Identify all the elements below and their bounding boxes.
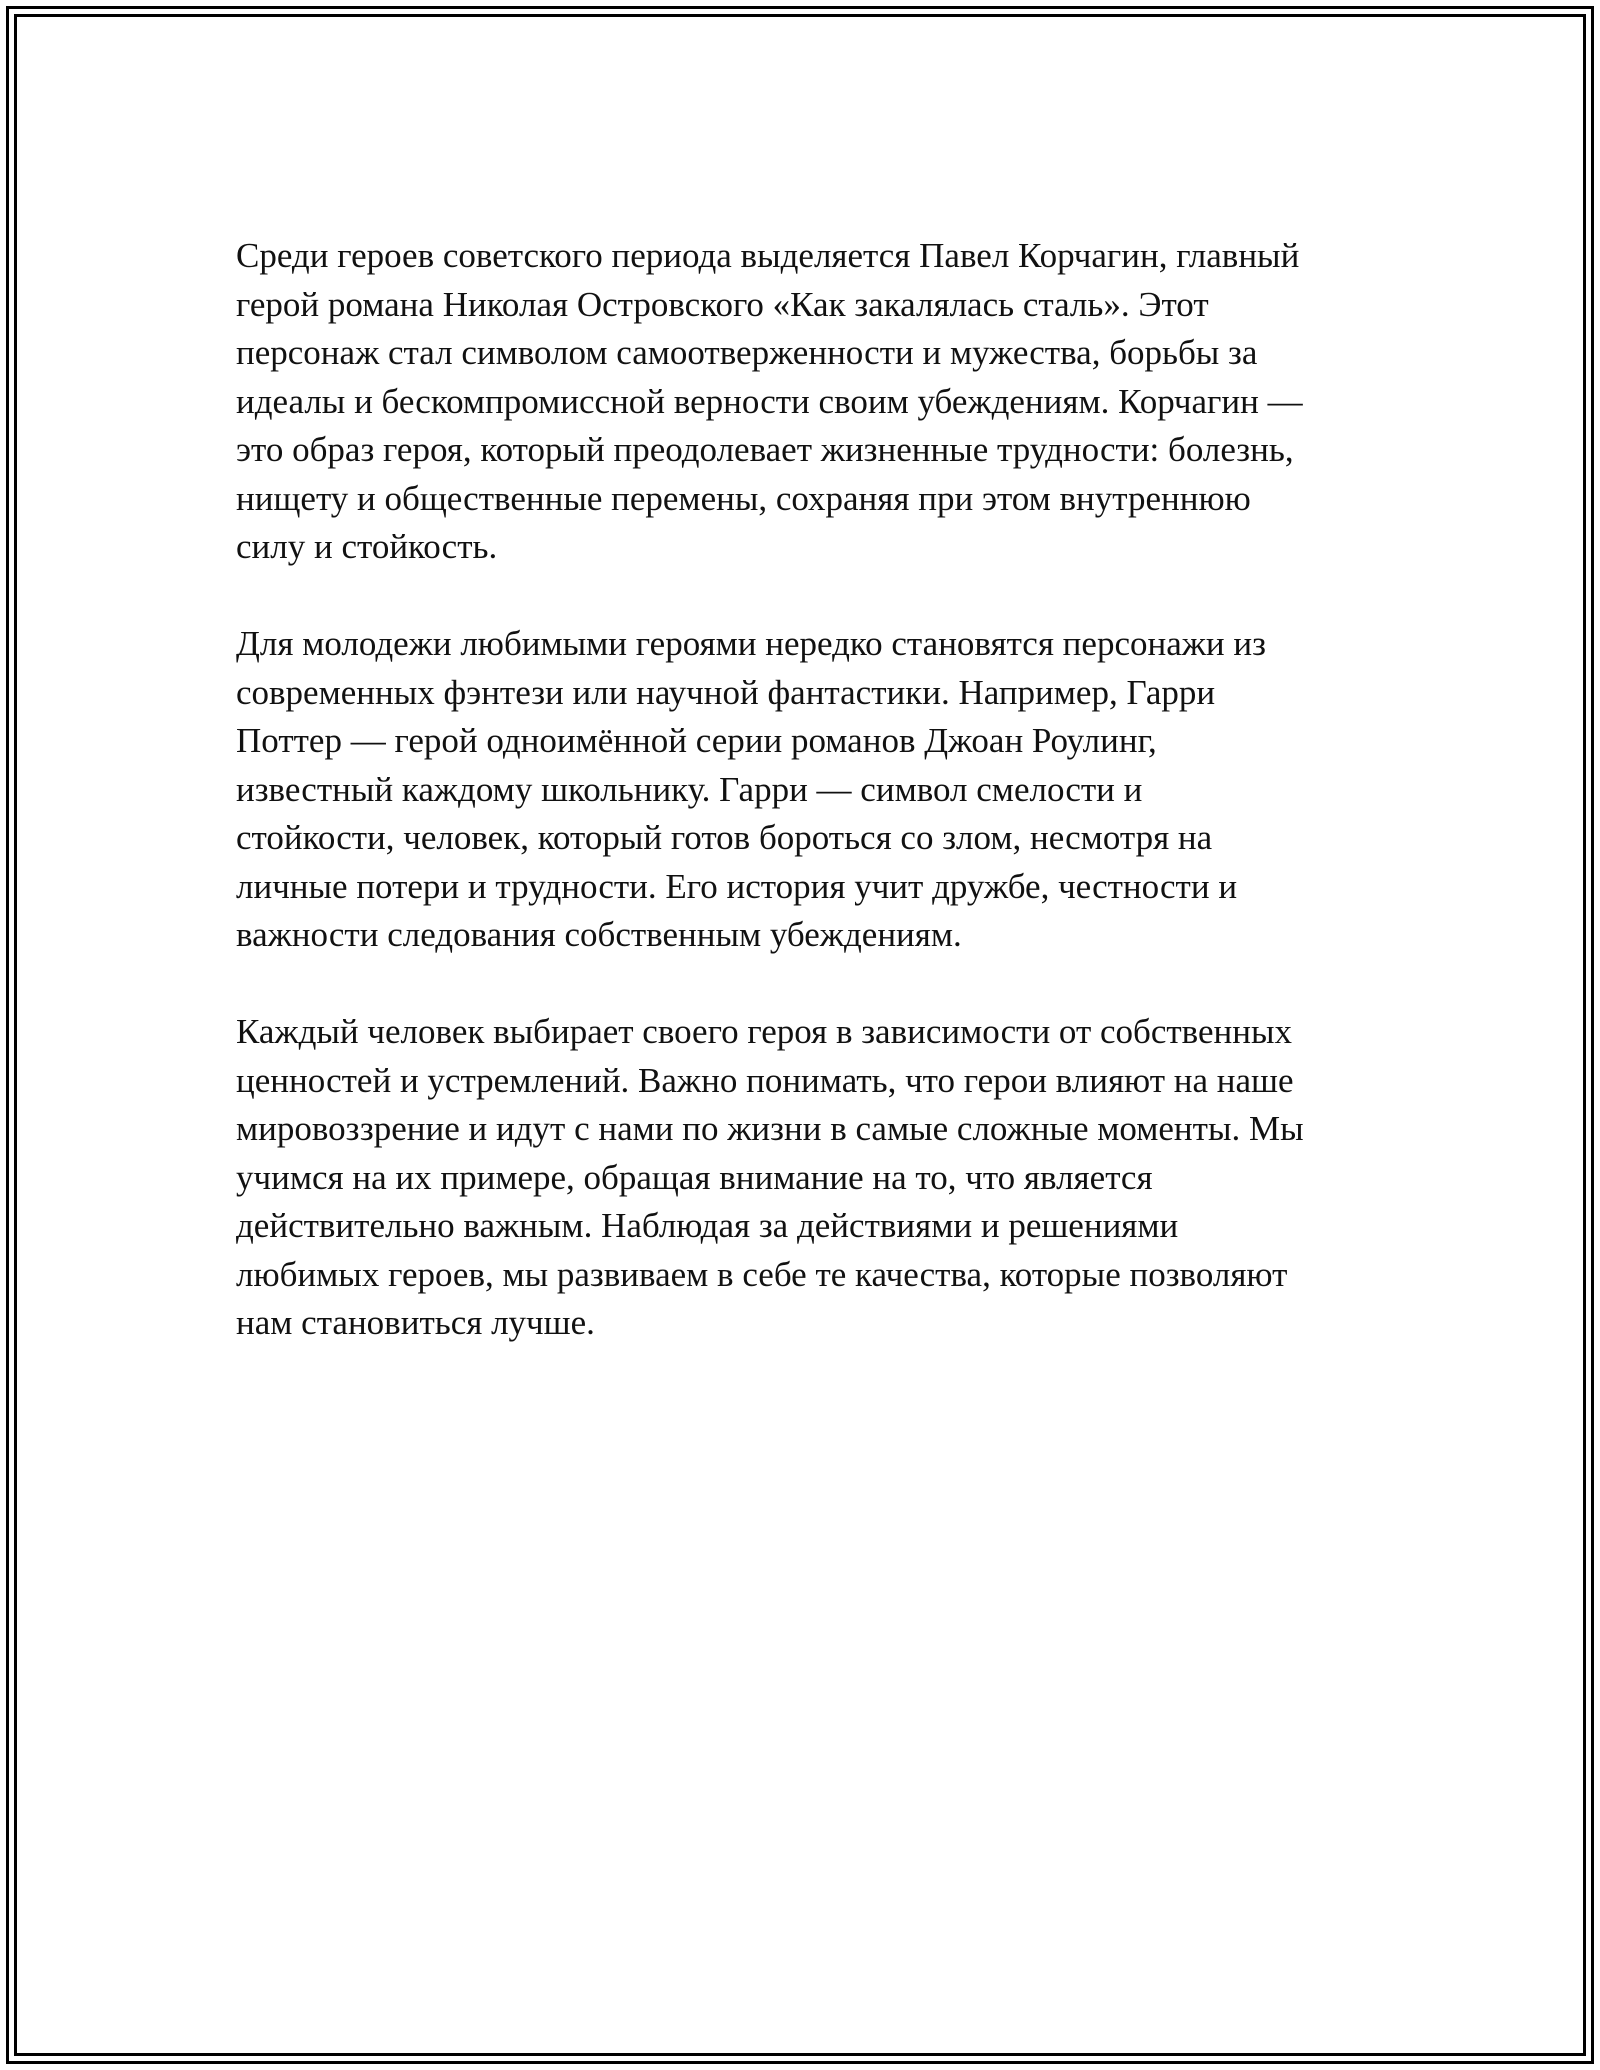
- text-line: известный каждому школьнику. Гарри — символ смелости и: [236, 769, 1143, 809]
- paragraph-3: [236, 1008, 1376, 1348]
- text-line: нам становиться лучше.: [236, 1303, 595, 1342]
- text-line: это образ героя, который преодолевает жизненные трудности: болезнь,: [236, 430, 1294, 469]
- text-line: силу и стойкость.: [236, 527, 498, 566]
- text-line: современных фэнтези или научной фантастики. Например, Гарри: [236, 672, 1216, 712]
- text-line: важности следования собственным убеждениям.: [236, 915, 962, 954]
- text-line: нищету и общественные перемены, сохраняя при этом внутреннюю: [236, 478, 1251, 518]
- paragraph-1: [236, 232, 1376, 572]
- text-line: персонаж стал символом самоотверженности и мужества, борьбы за: [236, 333, 1258, 372]
- document-body: [236, 232, 1376, 1396]
- text-line: Каждый человек выбирает своего героя в зависимости от собственных: [236, 1012, 1293, 1051]
- text-line: Поттер — герой одноимённой серии романов Джоан Роулинг,: [236, 721, 1157, 760]
- text-line: идеалы и бескомпромиссной верности своим убеждениям. Корчагин —: [236, 381, 1303, 421]
- text-line: ценностей и устремлений. Важно понимать, что герои влияют на наше: [236, 1060, 1294, 1100]
- text-line: стойкости, человек, который готов бороться со злом, несмотря на: [236, 818, 1213, 857]
- text-line: личные потери и трудности. Его история учит дружбе, честности и: [236, 866, 1238, 906]
- text-line: герой романа Николая Островского «Как закалялась сталь». Этот: [236, 284, 1209, 324]
- text-line: Для молодежи любимыми героями нередко становятся персонажи из: [236, 624, 1266, 663]
- text-line: мировоззрение и идут с нами по жизни в самые сложные моменты. Мы: [236, 1109, 1304, 1148]
- text-line: Среди героев советского периода выделяется Павел Корчагин, главный: [236, 236, 1300, 275]
- paragraph-2: [236, 620, 1376, 960]
- text-line: действительно важным. Наблюдая за действиями и решениями: [236, 1206, 1179, 1245]
- text-line: любимых героев, мы развиваем в себе те качества, которые позволяют: [236, 1254, 1288, 1294]
- text-line: учимся на их примере, обращая внимание на то, что является: [236, 1157, 1153, 1197]
